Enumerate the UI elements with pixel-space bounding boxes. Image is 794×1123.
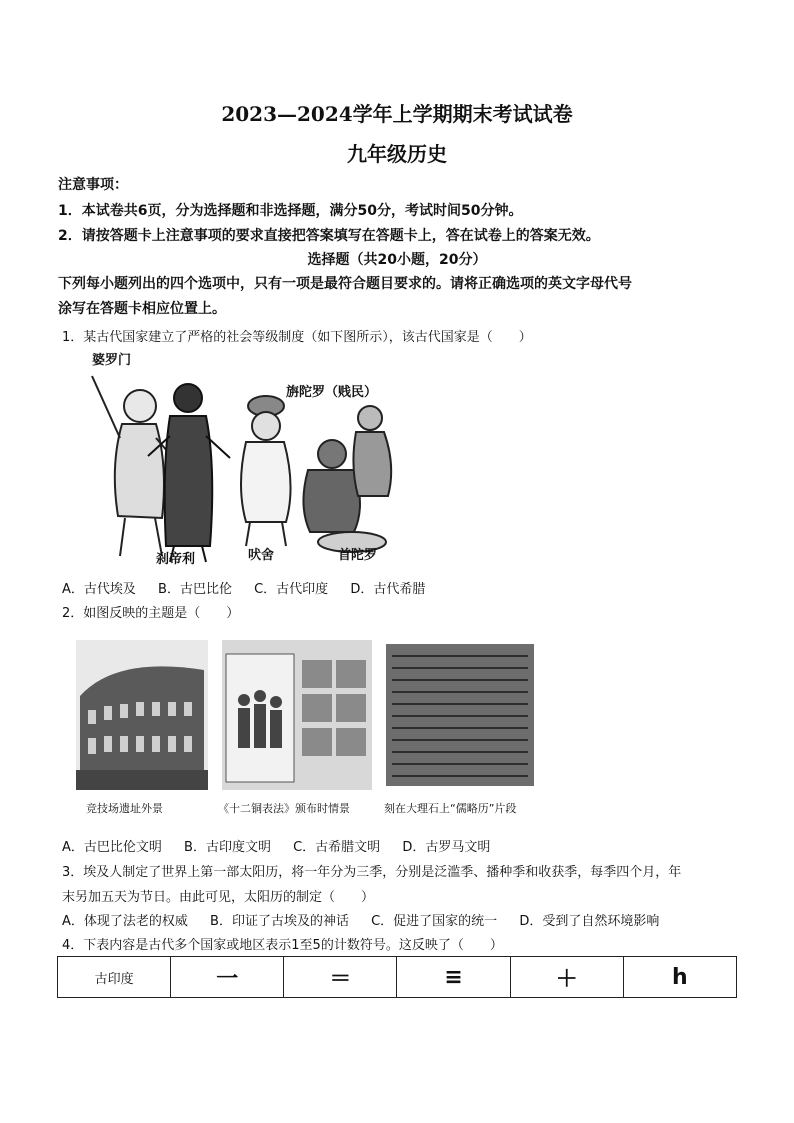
label-vaishya: 吠舍 [248, 548, 275, 563]
section-instruction-1: 下列每小题列出的四个选项中，只有一项是最符合题目要求的。请将正确选项的英文字母代号 [58, 276, 632, 292]
table-row [58, 957, 737, 998]
q1-options [62, 578, 443, 597]
notice-heading: 注意事项： [58, 177, 128, 193]
section-title: 选择题（共20小题，20分） [307, 252, 487, 268]
q1-option-d: D．古代希腊 [350, 582, 426, 597]
q1-option-b: B．古巴比伦 [158, 582, 232, 597]
section-instruction-2: 涂写在答题卡相应位置上。 [58, 301, 226, 317]
q3-option-b: B．印证了古埃及的神话 [210, 914, 349, 929]
caste-illustration [70, 346, 406, 572]
q3-option-c: C．促进了国家的统一 [371, 914, 498, 929]
q1-stem: 1．某古代国家建立了严格的社会等级制度（如下图所示），该古代国家是（ ） [62, 330, 532, 345]
q2-options [62, 836, 508, 855]
caption-twelve-tables: 《十二铜表法》颁布时情景 [218, 802, 350, 815]
twelve-tables-photo [222, 640, 372, 790]
caste-drawing [70, 346, 406, 572]
caption-julian-calendar: 刻在大理石上“儒略历”片段 [384, 802, 517, 815]
q3-option-d: D．受到了自然环境影响 [519, 914, 660, 929]
numeral-4: ＋ [510, 957, 623, 998]
exam-subtitle: 九年级历史 [347, 142, 447, 166]
colosseum-photo [76, 640, 208, 790]
label-kshatriya: 刹帝利 [156, 552, 196, 567]
exam-title: 2023—2024学年上学期期末考试试卷 [221, 102, 573, 126]
q2-stem: 2．如图反映的主题是（ ） [62, 606, 240, 621]
q3-options [62, 910, 677, 929]
numeral-table [57, 956, 737, 998]
label-brahmin: 婆罗门 [92, 353, 132, 368]
numeral-3: ≡ [397, 957, 510, 998]
notice-item-1: 1．本试卷共6页，分为选择题和非选择题，满分50分，考试时间50分钟。 [58, 203, 523, 219]
numeral-5: h [623, 957, 736, 998]
q2-option-b: B．古印度文明 [184, 840, 271, 855]
q2-option-a: A．古巴比伦文明 [62, 840, 162, 855]
q2-option-d: D．古罗马文明 [402, 840, 491, 855]
julian-calendar-photo [386, 644, 534, 786]
q1-option-a: A．古代埃及 [62, 582, 136, 597]
numeral-1: 一 [171, 957, 284, 998]
q4-stem: 4．下表内容是古代多个国家或地区表示1至5的计数符号。这反映了（ ） [62, 938, 503, 953]
table-row-label: 古印度 [58, 957, 171, 998]
label-shudra: 首陀罗 [338, 548, 378, 563]
q1-option-c: C．古代印度 [254, 582, 329, 597]
q3-stem-line-1: 3．埃及人制定了世界上第一部太阳历，将一年分为三季，分别是泛滥季、播种季和收获季，每季四个月，年 [62, 865, 682, 880]
caption-colosseum: 竞技场遗址外景 [86, 802, 163, 815]
q3-option-a: A．体现了法老的权威 [62, 914, 188, 929]
notice-item-2: 2．请按答题卡上注意事项的要求直接把答案填写在答题卡上，答在试卷上的答案无效。 [58, 228, 600, 244]
numeral-2: ＝ [284, 957, 397, 998]
q3-stem-line-2: 末另加五天为节日。由此可见，太阳历的制定（ ） [62, 890, 375, 905]
q2-option-c: C．古希腊文明 [293, 840, 381, 855]
label-dalit: 旃陀罗（贱民） [286, 385, 378, 400]
